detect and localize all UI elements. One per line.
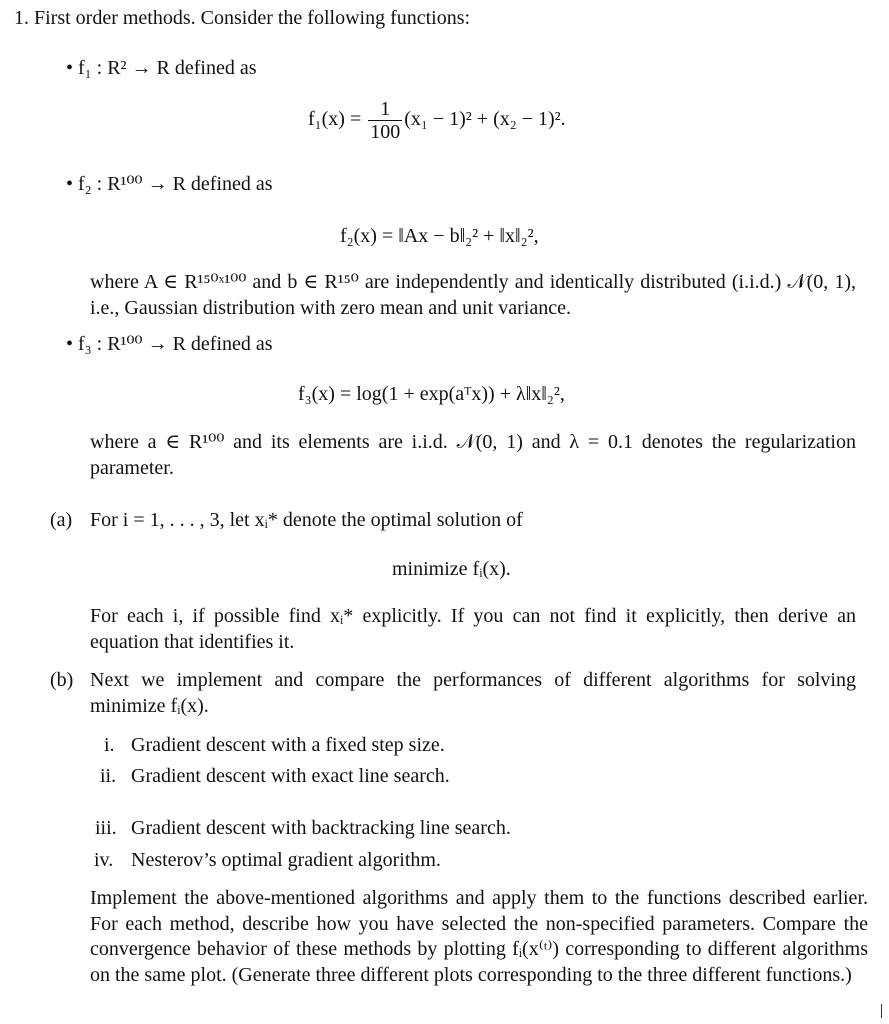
part-b-label: (b) (50, 669, 74, 691)
algorithm-text: Gradient descent with a fixed step size. (131, 734, 445, 756)
f3-note: where a ∈ R¹⁰⁰ and its elements are i.i.d. 𝒩(0, 1) and λ = 0.1 denotes the regularization parameter. (90, 431, 856, 479)
algorithm-number: iii. (95, 817, 117, 839)
f2-note: where A ∈ R¹⁵⁰ˣ¹⁰⁰ and b ∈ R¹⁵⁰ are independently and identically distributed (i.i.d.) 𝒩(0, 1), i.e., Gaussian distribution with zero mean and unit variance. (90, 271, 856, 319)
f2-equation: f₂(x) = ‖Ax − b‖₂² + ‖x‖₂², (340, 225, 539, 247)
part-b-closing: Implement the above-mentioned algorithms and apply them to the functions described earlier. For each method, describe how you have selected the non-specified parameters. Compare the convergence behavior of these methods by plotting fᵢ(x⁽ᵗ⁾) corresponding to different algorithms on the same plot. (Generate three different plots corresponding to the three different functions.) (90, 887, 868, 986)
part-a-label: (a) (50, 509, 73, 531)
f3-definition: • f₃ : R¹⁰⁰ → R defined as (66, 333, 273, 355)
f1-fraction-numerator: 1 (368, 98, 402, 121)
algorithm-number: iv. (94, 849, 114, 871)
algorithm-number: i. (104, 734, 115, 756)
text-cursor-mark (881, 1004, 882, 1018)
problem-heading: 1. First order methods. Consider the following functions: (14, 7, 471, 29)
part-a-text: For i = 1, . . . , 3, let xᵢ* denote the optimal solution of (90, 509, 523, 531)
f1-equation-lhs: f₁(x) = (308, 108, 362, 131)
f3-equation: f₃(x) = log(1 + exp(aᵀx)) + λ‖x‖₂², (298, 383, 565, 405)
f1-fraction-denominator: 100 (370, 121, 401, 143)
f1-definition: • f₁ : R² → R defined as (66, 57, 257, 79)
part-b-text: Next we implement and compare the performances of different algorithms for solving minimize fᵢ(x). (90, 669, 856, 717)
algorithm-text: Gradient descent with backtracking line search. (131, 817, 511, 839)
f1-equation (308, 98, 566, 143)
algorithm-number: ii. (100, 765, 117, 787)
part-a-equation: minimize fᵢ(x). (392, 558, 511, 580)
algorithm-text: Gradient descent with exact line search. (131, 765, 450, 787)
f1-equation-rhs: (x₁ − 1)² + (x₂ − 1)². (404, 108, 566, 131)
f1-fraction (368, 98, 402, 143)
algorithm-text: Nesterov’s optimal gradient algorithm. (131, 849, 441, 871)
f2-definition: • f₂ : R¹⁰⁰ → R defined as (66, 173, 273, 195)
part-a-followup: For each i, if possible find xᵢ* explicitly. If you can not find it explicitly, then derive an equation that identifies it. (90, 605, 856, 653)
